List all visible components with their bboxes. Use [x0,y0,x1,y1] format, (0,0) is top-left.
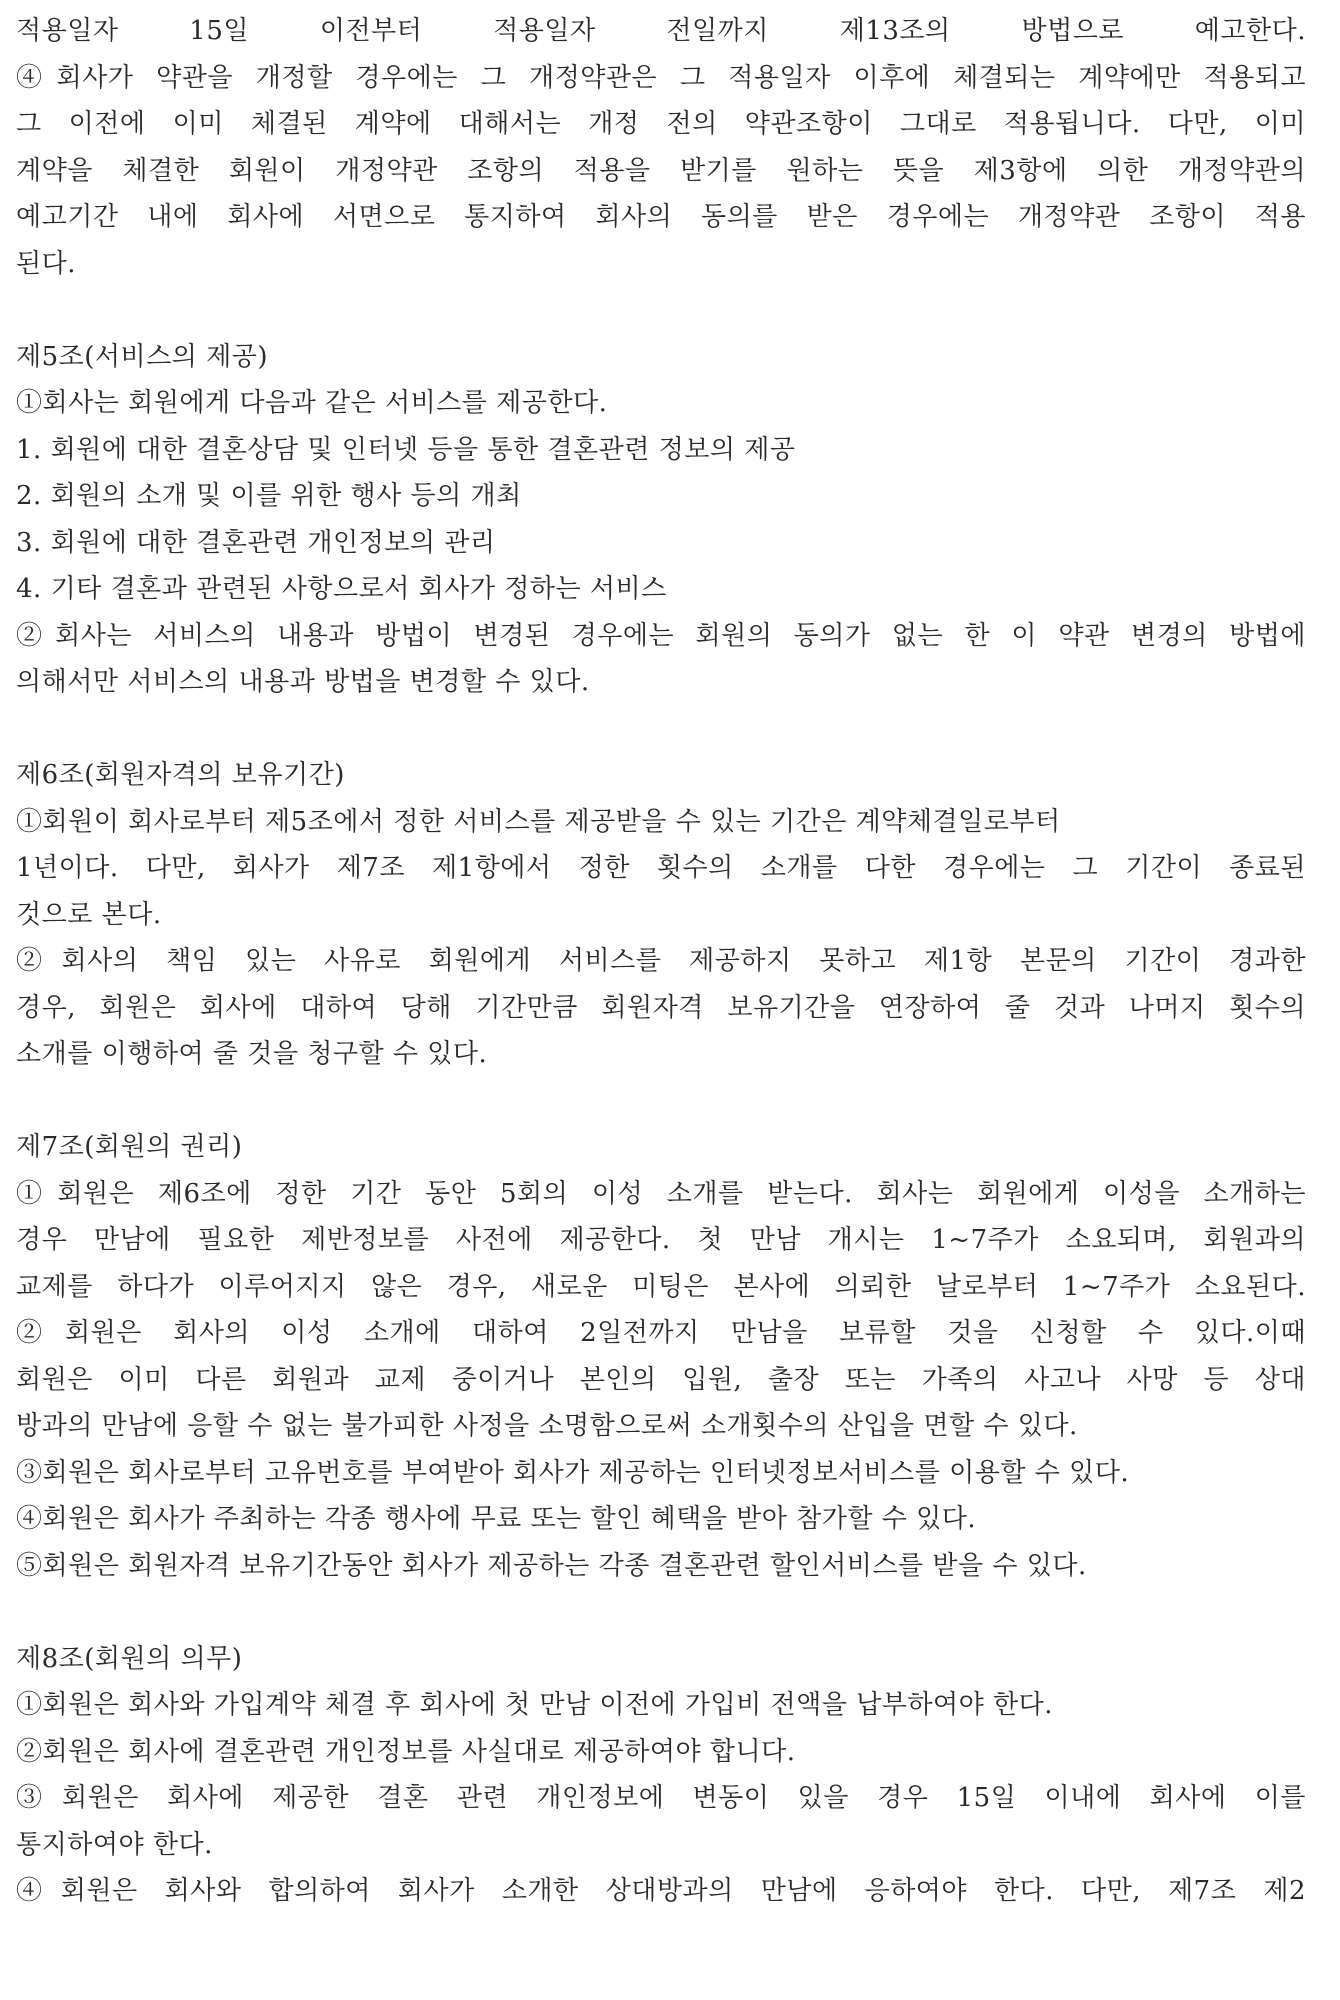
article-5-line: 2. 회원의 소개 및 이를 위한 행사 등의 개최 [16,481,522,511]
article-6-line: 소개를 이행하여 줄 것을 청구할 수 있다. [16,1039,488,1069]
intro-line: 된다. [16,248,76,279]
section-spacer [16,1078,1306,1125]
intro-line: ④회사가 약관을 개정할 경우에는 그 개정약관은 그 적용일자 이후에 체결되는 계약에만 적용되고 [16,62,1306,93]
article-6-line: ②회사의 책임 있는 사유로 회원에게 서비스를 제공하지 못하고 제1항 본문의 기간이 경과한 [16,946,1306,976]
article-5-line: ①회사는 회원에게 다음과 같은 서비스를 제공한다. [16,388,608,418]
article-7-line: ⑤회원은 회원자격 보유기간동안 회사가 제공하는 각종 결혼관련 할인서비스를 받을 수 있다. [16,1550,1087,1581]
article-8-line: ②회원은 회사에 결혼관련 개인정보를 사실대로 제공하여야 합니다. [16,1736,796,1767]
section-spacer [16,1589,1306,1636]
article-6-line: 경우, 회원은 회사에 대하여 당해 기간만큼 회원자격 보유기간을 연장하여 줄 것과 나머지 횟수의 [16,992,1306,1023]
article-7-line: ①회원은 제6조에 정한 기간 동안 5회의 이성 소개를 받는다. 회사는 회원에게 이성을 소개하는 [16,1178,1306,1209]
article-5-heading: 제5조(서비스의 제공) [16,341,269,372]
intro-line: 계약을 체결한 회원이 개정약관 조항의 적용을 받기를 원하는 뜻을 제3항에 의한 개정약관의 [16,155,1306,186]
article-5-line: 의해서만 서비스의 내용과 방법을 변경할 수 있다. [16,667,590,697]
article-8-line: ④회원은 회사와 합의하여 회사가 소개한 상대방과의 만남에 응하여야 한다. 다만, 제7조 제2 [16,1876,1306,1906]
article-7-line: ③회원은 회사로부터 고유번호를 부여받아 회사가 제공하는 인터넷정보서비스를 이용할 수 있다. [16,1457,1130,1488]
article-7-line: 경우 만남에 필요한 제반정보를 사전에 제공한다. 첫 만남 개시는 1~7주가 소요되며, 회원과의 [16,1225,1306,1255]
article-5-line: 1. 회원에 대한 결혼상담 및 인터넷 등을 통한 결혼관련 정보의 제공 [16,434,796,465]
article-8-line: ③회원은 회사에 제공한 결혼 관련 개인정보에 변동이 있을 경우 15일 이내에 회사에 이를 [16,1783,1306,1813]
article-8-line: ①회원은 회사와 가입계약 체결 후 회사에 첫 만남 이전에 가입비 전액을 납부하여야 한다. [16,1690,1054,1720]
article-7-line: ②회원은 회사의 이성 소개에 대하여 2일전까지 만남을 보류할 것을 신청할 수 있다.이때 [16,1318,1306,1348]
article-7-line: ④회원은 회사가 주최하는 각종 행사에 무료 또는 할인 혜택을 받아 참가할 수 있다. [16,1504,977,1534]
section-spacer [16,706,1306,753]
article-5-line: ②회사는 서비스의 내용과 방법이 변경된 경우에는 회원의 동의가 없는 한 이 약관 변경의 방법에 [16,620,1306,651]
article-7-section [16,1124,1306,1589]
article-6-heading: 제6조(회원자격의 보유기간) [16,760,345,790]
section-spacer [16,287,1306,334]
article-8-line: 통지하여야 한다. [16,1829,213,1860]
intro-line: 그 이전에 이미 체결된 계약에 대해서는 개정 전의 약관조항이 그대로 적용됩니다. 다만, 이미 [16,109,1306,139]
article-7-heading: 제7조(회원의 권리) [16,1132,243,1162]
intro-section [16,8,1306,287]
article-6-line: 1년이다. 다만, 회사가 제7조 제1항에서 정한 횟수의 소개를 다한 경우에는 그 기간이 종료된 [16,853,1306,883]
terms-document [16,8,1306,1915]
article-5-section [16,334,1306,706]
article-8-section [16,1636,1306,1915]
intro-line: 예고기간 내에 회사에 서면으로 통지하여 회사의 동의를 받은 경우에는 개정약관 조항이 적용 [16,202,1306,232]
article-5-line: 4. 기타 결혼과 관련된 사항으로서 회사가 정하는 서비스 [16,574,667,604]
article-7-line: 교제를 하다가 이루어지지 않은 경우, 새로운 미팅은 본사에 의뢰한 날로부터 1~7주가 소요된다. [16,1271,1306,1302]
article-6-section [16,752,1306,1078]
article-6-line: 것으로 본다. [16,899,162,930]
article-7-line: 방과의 만남에 응할 수 없는 불가피한 사정을 소명함으로써 소개횟수의 산입을 면할 수 있다. [16,1411,1078,1441]
article-6-line: ①회원이 회사로부터 제5조에서 정한 서비스를 제공받을 수 있는 기간은 계약체결일로부터 [16,806,1061,837]
intro-line: 적용일자 15일 이전부터 적용일자 전일까지 제13조의 방법으로 예고한다. [16,16,1306,46]
article-8-heading: 제8조(회원의 의무) [16,1643,243,1674]
article-5-line: 3. 회원에 대한 결혼관련 개인정보의 관리 [16,527,496,558]
article-7-line: 회원은 이미 다른 회원과 교제 중이거나 본인의 입원, 출장 또는 가족의 사고나 사망 등 상대 [16,1364,1306,1395]
